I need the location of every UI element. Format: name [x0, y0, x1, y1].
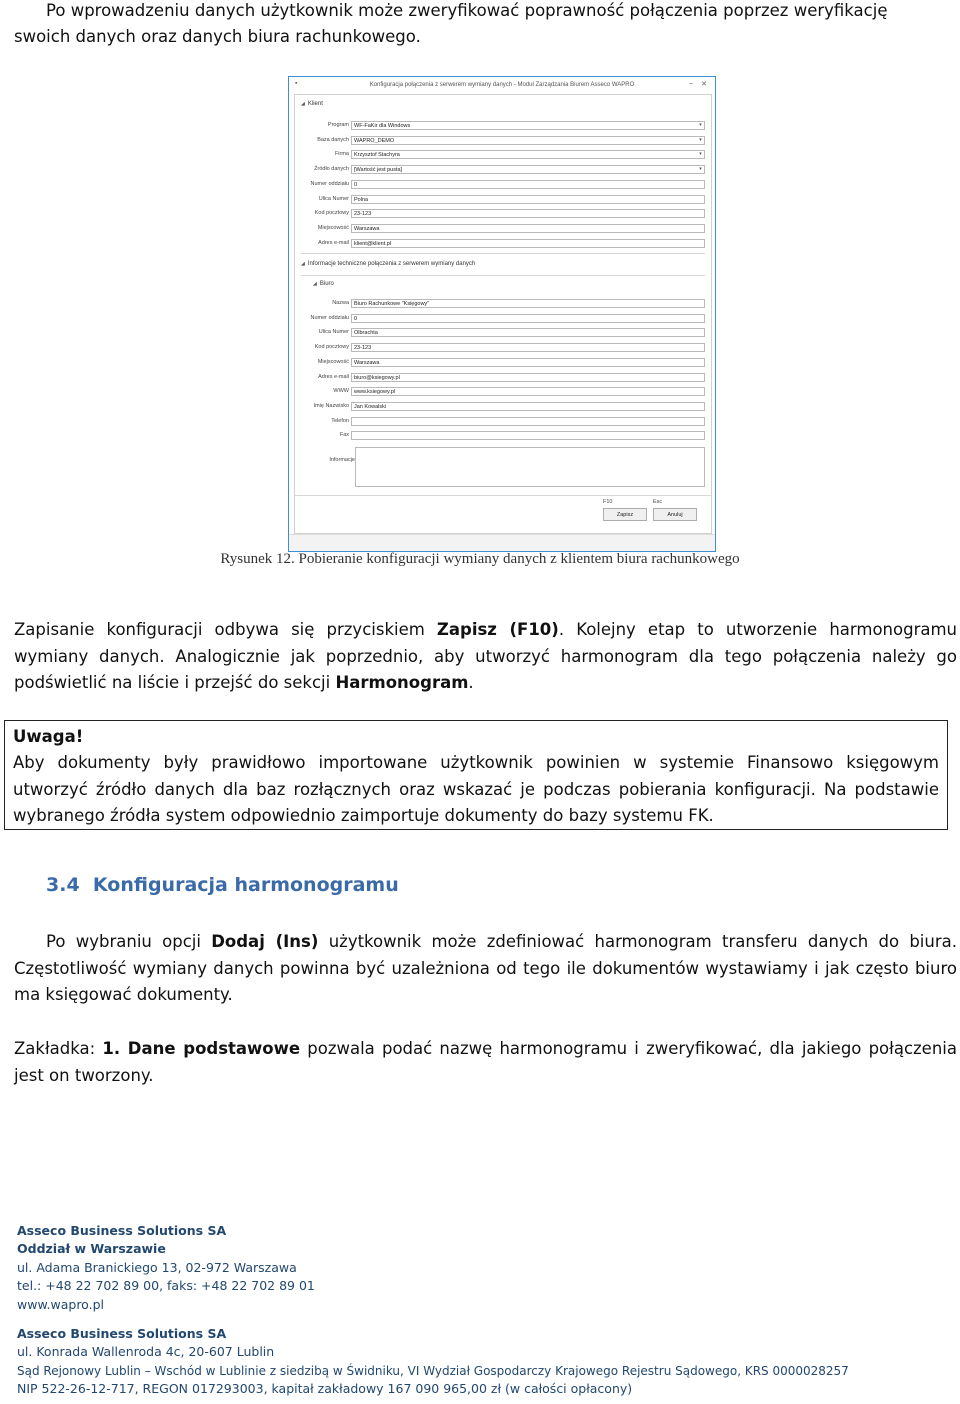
footer: [17, 1222, 947, 1399]
field-input[interactable]: Krzysztof Stachyra: [351, 150, 705, 159]
field-input[interactable]: 23-123: [351, 343, 705, 352]
intro-line-1: Po wprowadzeniu danych użytkownik może zweryfikować poprawność połączenia poprzez weryfikację: [46, 1, 888, 20]
status-bar: [289, 534, 715, 551]
field-input[interactable]: 0: [351, 180, 705, 189]
divider: [301, 275, 705, 276]
field-label: WWW: [333, 388, 349, 395]
field-label: Kod pocztowy: [314, 210, 349, 217]
field-label: Telefon: [331, 417, 349, 424]
field-input[interactable]: Warszawa: [351, 358, 705, 367]
cancel-button[interactable]: Anuluj: [653, 508, 697, 521]
field-label: Firma: [334, 151, 349, 158]
divider: [301, 253, 705, 254]
intro-line-2: swoich danych oraz danych biura rachunkowego.: [14, 27, 421, 46]
footer-nip: NIP 522-26-12-717, REGON 017293003, kapitał zakładowy 167 090 965,00 zł (w całości opłacony): [17, 1381, 633, 1397]
field-input[interactable]: www.ksiegowy.pl: [351, 387, 705, 396]
field-label: Program: [327, 122, 349, 128]
collapse-icon: ◢: [301, 261, 305, 267]
client-section-header[interactable]: ◢ Klient: [301, 101, 323, 107]
chevron-down-icon[interactable]: ▾: [699, 151, 702, 158]
collapse-icon: ◢: [301, 101, 305, 107]
field-input[interactable]: biuro@ksiegowy.pl: [351, 373, 705, 382]
chevron-down-icon[interactable]: ▾: [699, 122, 702, 128]
warning-title: Uwaga!: [13, 727, 84, 746]
office-section-header[interactable]: ◢ Biuro: [313, 281, 334, 287]
field-input[interactable]: [Wartość jest pusta]: [351, 165, 705, 174]
field-label: Adres e-mail: [318, 373, 349, 380]
footer-company: Asseco Business Solutions SA: [17, 1326, 227, 1342]
field-input[interactable]: [351, 431, 705, 440]
field-input[interactable]: 0: [351, 314, 705, 323]
field-label: Adres e-mail: [318, 239, 349, 246]
field-input[interactable]: Warszawa: [351, 224, 705, 233]
footer-address: ul. Adama Branickiego 13, 02-972 Warszawa: [17, 1259, 297, 1275]
section-heading: 3.4 Konfiguracja harmonogramu: [46, 874, 399, 896]
info-label: Informacje: [329, 457, 355, 463]
warning-text: Aby dokumenty były prawidłowo importowane użytkownik powinien w systemie Finansowo księgowym utworzyć źródło danych dla baz rozłącznych oraz wskazać je podczas pobierania konfiguracji. Na podstawie wybranego źródła system odpowiednio zaimportuje dokumenty do bazy systemu FK.: [13, 753, 939, 825]
save-key: F10: [603, 499, 613, 505]
field-label: Numer oddziału: [310, 314, 349, 321]
chevron-down-icon[interactable]: ▾: [699, 166, 702, 173]
chevron-down-icon[interactable]: ▾: [699, 136, 702, 143]
field-label: Ulica Numer: [318, 329, 349, 336]
field-input[interactable]: 23-123: [351, 209, 705, 218]
field-input[interactable]: WF-FaKir dla Windows: [351, 121, 705, 130]
divider: [295, 495, 711, 496]
field-label: Miejscowość: [317, 224, 349, 231]
field-label: Fax: [339, 432, 349, 439]
field-label: Numer oddziału: [310, 180, 349, 187]
info-textarea[interactable]: [355, 447, 705, 487]
field-input[interactable]: [351, 417, 705, 426]
footer-branch: Oddział w Warszawie: [17, 1241, 166, 1257]
field-label: Kod pocztowy: [314, 344, 349, 351]
footer-address: ul. Konrada Wallenroda 4c, 20-607 Lublin: [17, 1344, 275, 1360]
footer-website[interactable]: www.wapro.pl: [17, 1296, 104, 1312]
minimize-icon[interactable]: –: [689, 80, 693, 87]
figure-caption: Rysunek 12. Pobieranie konfiguracji wymiany danych z klientem biura rachunkowego: [220, 551, 740, 567]
field-input[interactable]: Jan Kowalski: [351, 402, 705, 411]
field-label: Imię Nazwisko: [313, 402, 349, 409]
field-label: Miejscowość: [317, 358, 349, 365]
field-input[interactable]: WAPRO_DEMO: [351, 136, 705, 145]
field-input[interactable]: Olbrachta: [351, 328, 705, 337]
warning-box: [4, 720, 948, 830]
save-button[interactable]: Zapisz: [603, 508, 647, 521]
field-label: Ulica Numer: [318, 195, 349, 202]
paragraph-tab: Zakładka: 1. Dane podstawowe pozwala podać nazwę harmonogramu i zweryfikować, dla jakiego połączenia jest on tworzony.: [14, 1039, 957, 1085]
config-window-screenshot: [288, 76, 716, 552]
field-input[interactable]: klient@klient.pl: [351, 239, 705, 248]
paragraph-add: Po wybraniu opcji Dodaj (Ins) użytkownik może zdefiniować harmonogram transferu danych do biura. Częstotliwość wymiany danych powinna być uzależniona od tego ile dokumentów wystawiamy i jak często biuro ma księgować dokumenty.: [14, 932, 957, 1004]
footer-company: Asseco Business Solutions SA: [17, 1223, 227, 1238]
close-icon[interactable]: ✕: [701, 81, 707, 88]
footer-phone: tel.: +48 22 702 89 00, faks: +48 22 702 89 01: [17, 1278, 315, 1294]
field-label: Źródło danych: [314, 166, 349, 173]
tech-section-header[interactable]: ◢ Informacje techniczne połączenia z serwerem wymiany danych: [301, 261, 476, 267]
app-icon: ▪: [295, 80, 298, 87]
window-title: Konfiguracja połączenia z serwerem wymiany danych - Moduł Zarządzania Biurem Asseco WAPRO: [369, 82, 635, 88]
window-body: [294, 94, 712, 534]
collapse-icon: ◢: [313, 281, 317, 287]
field-label: Baza danych: [317, 136, 349, 143]
field-label: Nazwa: [332, 300, 349, 306]
paragraph-save: Zapisanie konfiguracji odbywa się przyciskiem Zapisz (F10). Kolejny etap to utworzenie harmonogramu wymiany danych. Analogicznie jak poprzednio, aby utworzyć harmonogram dla tego połączenia należy go podświetlić na liście i przejść do sekcji Harmonogram.: [14, 620, 957, 692]
footer-court: Sąd Rejonowy Lublin – Wschód w Lublinie z siedzibą w Świdniku, VI Wydział Gospodarczy Krajowego Rejestru Sądowego, KRS 0000028257: [17, 1363, 849, 1378]
field-input[interactable]: Polna: [351, 195, 705, 204]
field-input[interactable]: Biuro Rachunkowe "Księgowy": [351, 299, 705, 308]
cancel-key: Esc: [653, 499, 663, 505]
